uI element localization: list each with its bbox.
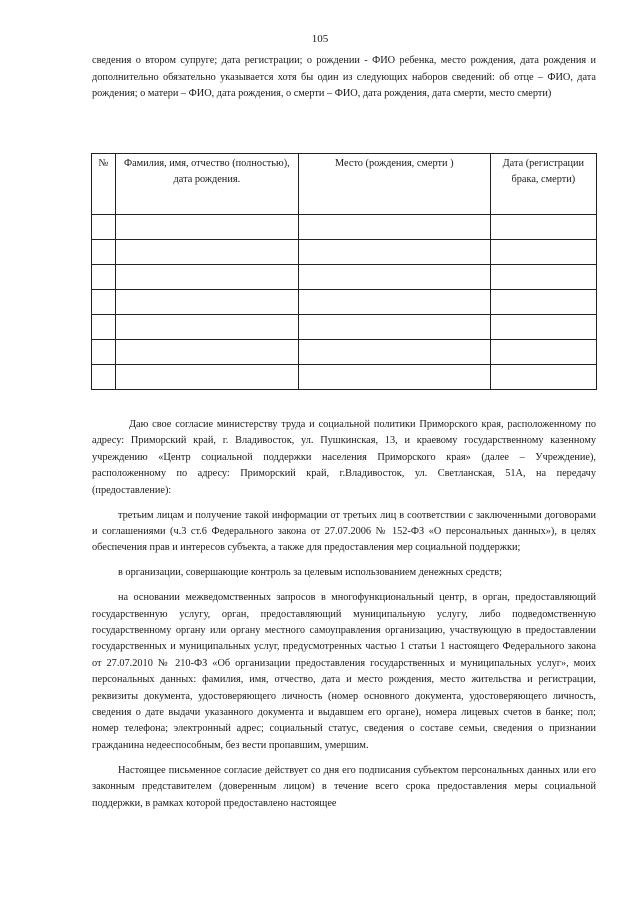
table-cell[interactable] — [490, 315, 596, 340]
table-cell[interactable] — [298, 365, 490, 390]
table-row — [92, 365, 597, 390]
intro-paragraph: сведения о втором супруге; дата регистрации; о рождении - ФИО ребенка, место рождения, дата рождения и дополнительно обязательно указывается хотя бы один из следующих наборов сведений: об отце – ФИО, дата рождения; о матери – ФИО, дата рождения, о смерти – ФИО, дата рождения, дата смерти, место смерти) — [92, 55, 596, 99]
table-cell[interactable] — [115, 340, 298, 365]
table-cell[interactable] — [92, 240, 116, 265]
table-cell[interactable] — [92, 315, 116, 340]
table-row — [92, 290, 597, 315]
table-cell[interactable] — [92, 265, 116, 290]
table-header-row — [92, 154, 597, 215]
table-cell[interactable] — [115, 265, 298, 290]
table-cell[interactable] — [92, 290, 116, 315]
table-cell[interactable] — [298, 265, 490, 290]
table-cell[interactable] — [298, 290, 490, 315]
table-cell[interactable] — [92, 340, 116, 365]
table-cell[interactable] — [115, 365, 298, 390]
table-cell[interactable] — [115, 240, 298, 265]
table-cell[interactable] — [298, 215, 490, 240]
consent-text — [92, 417, 596, 812]
table-cell[interactable] — [490, 240, 596, 265]
header-number: № — [92, 154, 116, 215]
table-cell[interactable] — [115, 215, 298, 240]
table-cell[interactable] — [92, 365, 116, 390]
third-parties-paragraph: третьим лицам и получение такой информации от третьих лиц в соответствии с заключенными договорами и соглашениями (ч.3 ст.6 Федерального закона от 27.07.2006 № 152-ФЗ «О персональных данных»), в целях обеспечения прав и интересов субъекта, а также для предоставления мер социальной поддержки; — [92, 509, 596, 554]
table-cell[interactable] — [298, 340, 490, 365]
children-table — [91, 153, 597, 390]
table-cell[interactable] — [115, 290, 298, 315]
control-organizations-paragraph: в организации, совершающие контроль за целевым использованием денежных средств; — [118, 567, 502, 579]
table-row — [92, 240, 597, 265]
table-row — [92, 315, 597, 340]
consent-paragraph: Даю свое согласие министерству труда и социальной политики Приморского края, расположенному по адресу: Приморский край, г. Владивосток, ул. Пушкинская, 13, и краевому государственному казенному учреждению «Центр социальной поддержки населения Приморского края» (далее – Учреждение), расположенному по адресу: Приморский край, г.Владивосток, ул. Светланская, 51А, на передачу (предоставление): — [92, 419, 596, 496]
table-cell[interactable] — [298, 240, 490, 265]
table-row — [92, 340, 597, 365]
table-row — [92, 215, 597, 240]
header-date: Дата (регистрации брака, смерти) — [490, 154, 596, 215]
header-place: Место (рождения, смерти ) — [298, 154, 490, 215]
table-cell[interactable] — [92, 215, 116, 240]
table-cell[interactable] — [490, 215, 596, 240]
table-cell[interactable] — [115, 315, 298, 340]
table-cell[interactable] — [490, 290, 596, 315]
table-cell[interactable] — [490, 340, 596, 365]
header-name: Фамилия, имя, отчество (полностью), дата рождения. — [115, 154, 298, 215]
interagency-requests-paragraph: на основании межведомственных запросов в многофункциональный центр, в орган, предоставляющий государственную услугу, орган, предоставляющий муниципальную услугу, либо подведомственную государственному органу или органу местного самоуправления организацию, участвующую в предоставлении государственных и муниципальных услуг, предусмотренных частью 1 статьи 1 настоящего Федерального закона от 27.07.2010 № 210-ФЗ «Об организации предоставления государственных и муниципальных услуг», моих персональных данных: фамилия, имя, отчество, дата и место рождения, место жительства и регистрации, реквизиты документа, удостоверяющего личность (номер основного документа, удостоверяющего личность, сведения о дате выдачи указанного документа и выдавшем его органе), номера лицевых счетов в банке; пол; номер телефона; электронный адрес; социальный статус, сведения о составе семьи, сведения о признании гражданина недееспособным, без вести пропавшим, умершим. — [92, 592, 596, 751]
table-cell[interactable] — [298, 315, 490, 340]
table-cell[interactable] — [490, 265, 596, 290]
table-cell[interactable] — [490, 365, 596, 390]
page-number: 105 — [311, 33, 329, 45]
validity-paragraph: Настоящее письменное согласие действует со дня его подписания субъектом персональных данных или его законным представителем (доверенным лицом) в течение всего срока предоставления меры социальной поддержки, в рамках которой предоставлено настоящее — [92, 764, 596, 809]
table-row — [92, 265, 597, 290]
